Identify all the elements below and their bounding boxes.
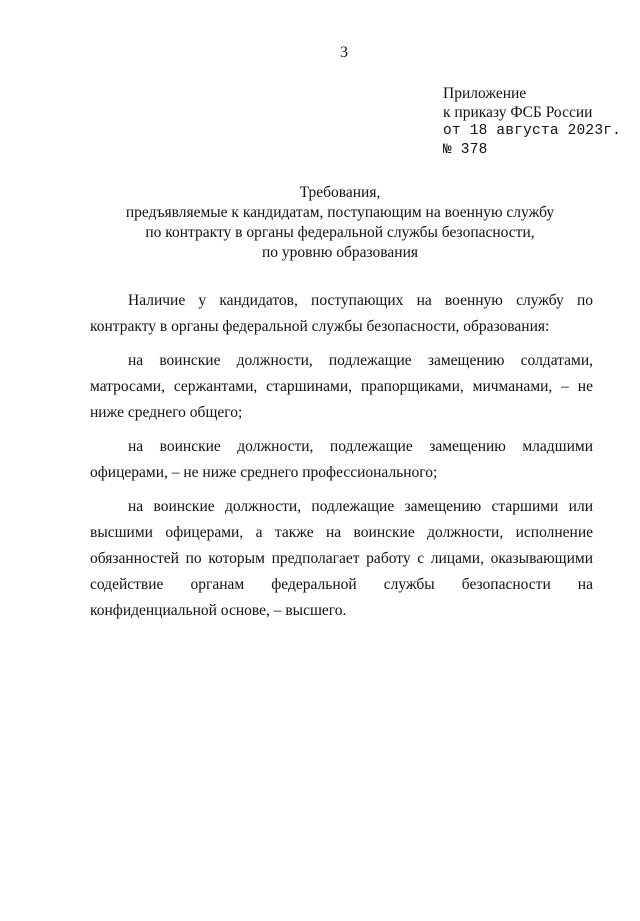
appendix-order-ref: к приказу ФСБ России: [443, 104, 593, 121]
appendix-label: Приложение: [443, 85, 527, 102]
body-paragraph-soldiers: на воинские должности, подлежащие замещению солдатами, матросами, сержантами, старшинами, прапорщиками, мичманами, – не ниже среднего общего;: [90, 352, 593, 421]
document-title: [80, 183, 600, 263]
title-line-1: Требования,: [299, 184, 381, 201]
title-line-3: по контракту в органы федеральной службы безопасности,: [145, 224, 535, 241]
body-paragraph-senior-officers: на воинские должности, подлежащие замещению старшими или высшими офицерами, а также на воинские должности, исполнение обязанностей по которым предполагает работу с лицами, оказывающими содействие органам федеральной службы безопасности на конфиденциальной основе, – высшего.: [90, 498, 593, 619]
title-line-4: по уровню образования: [262, 244, 418, 261]
appendix-date: от 18 августа 2023г.: [443, 123, 622, 139]
page-number: 3: [340, 44, 348, 61]
document-body: [90, 288, 593, 624]
title-line-2: предъявляемые к кандидатам, поступающим на военную службу: [125, 204, 555, 221]
appendix-number: № 378: [443, 142, 488, 158]
body-paragraph-intro: Наличие у кандидатов, поступающих на военную службу по контракту в органы федеральной службы безопасности, образования:: [90, 292, 593, 335]
appendix-header: [443, 84, 621, 160]
body-paragraph-junior-officers: на воинские должности, подлежащие замещению младшими офицерами, – не ниже среднего профессионального;: [90, 438, 593, 481]
